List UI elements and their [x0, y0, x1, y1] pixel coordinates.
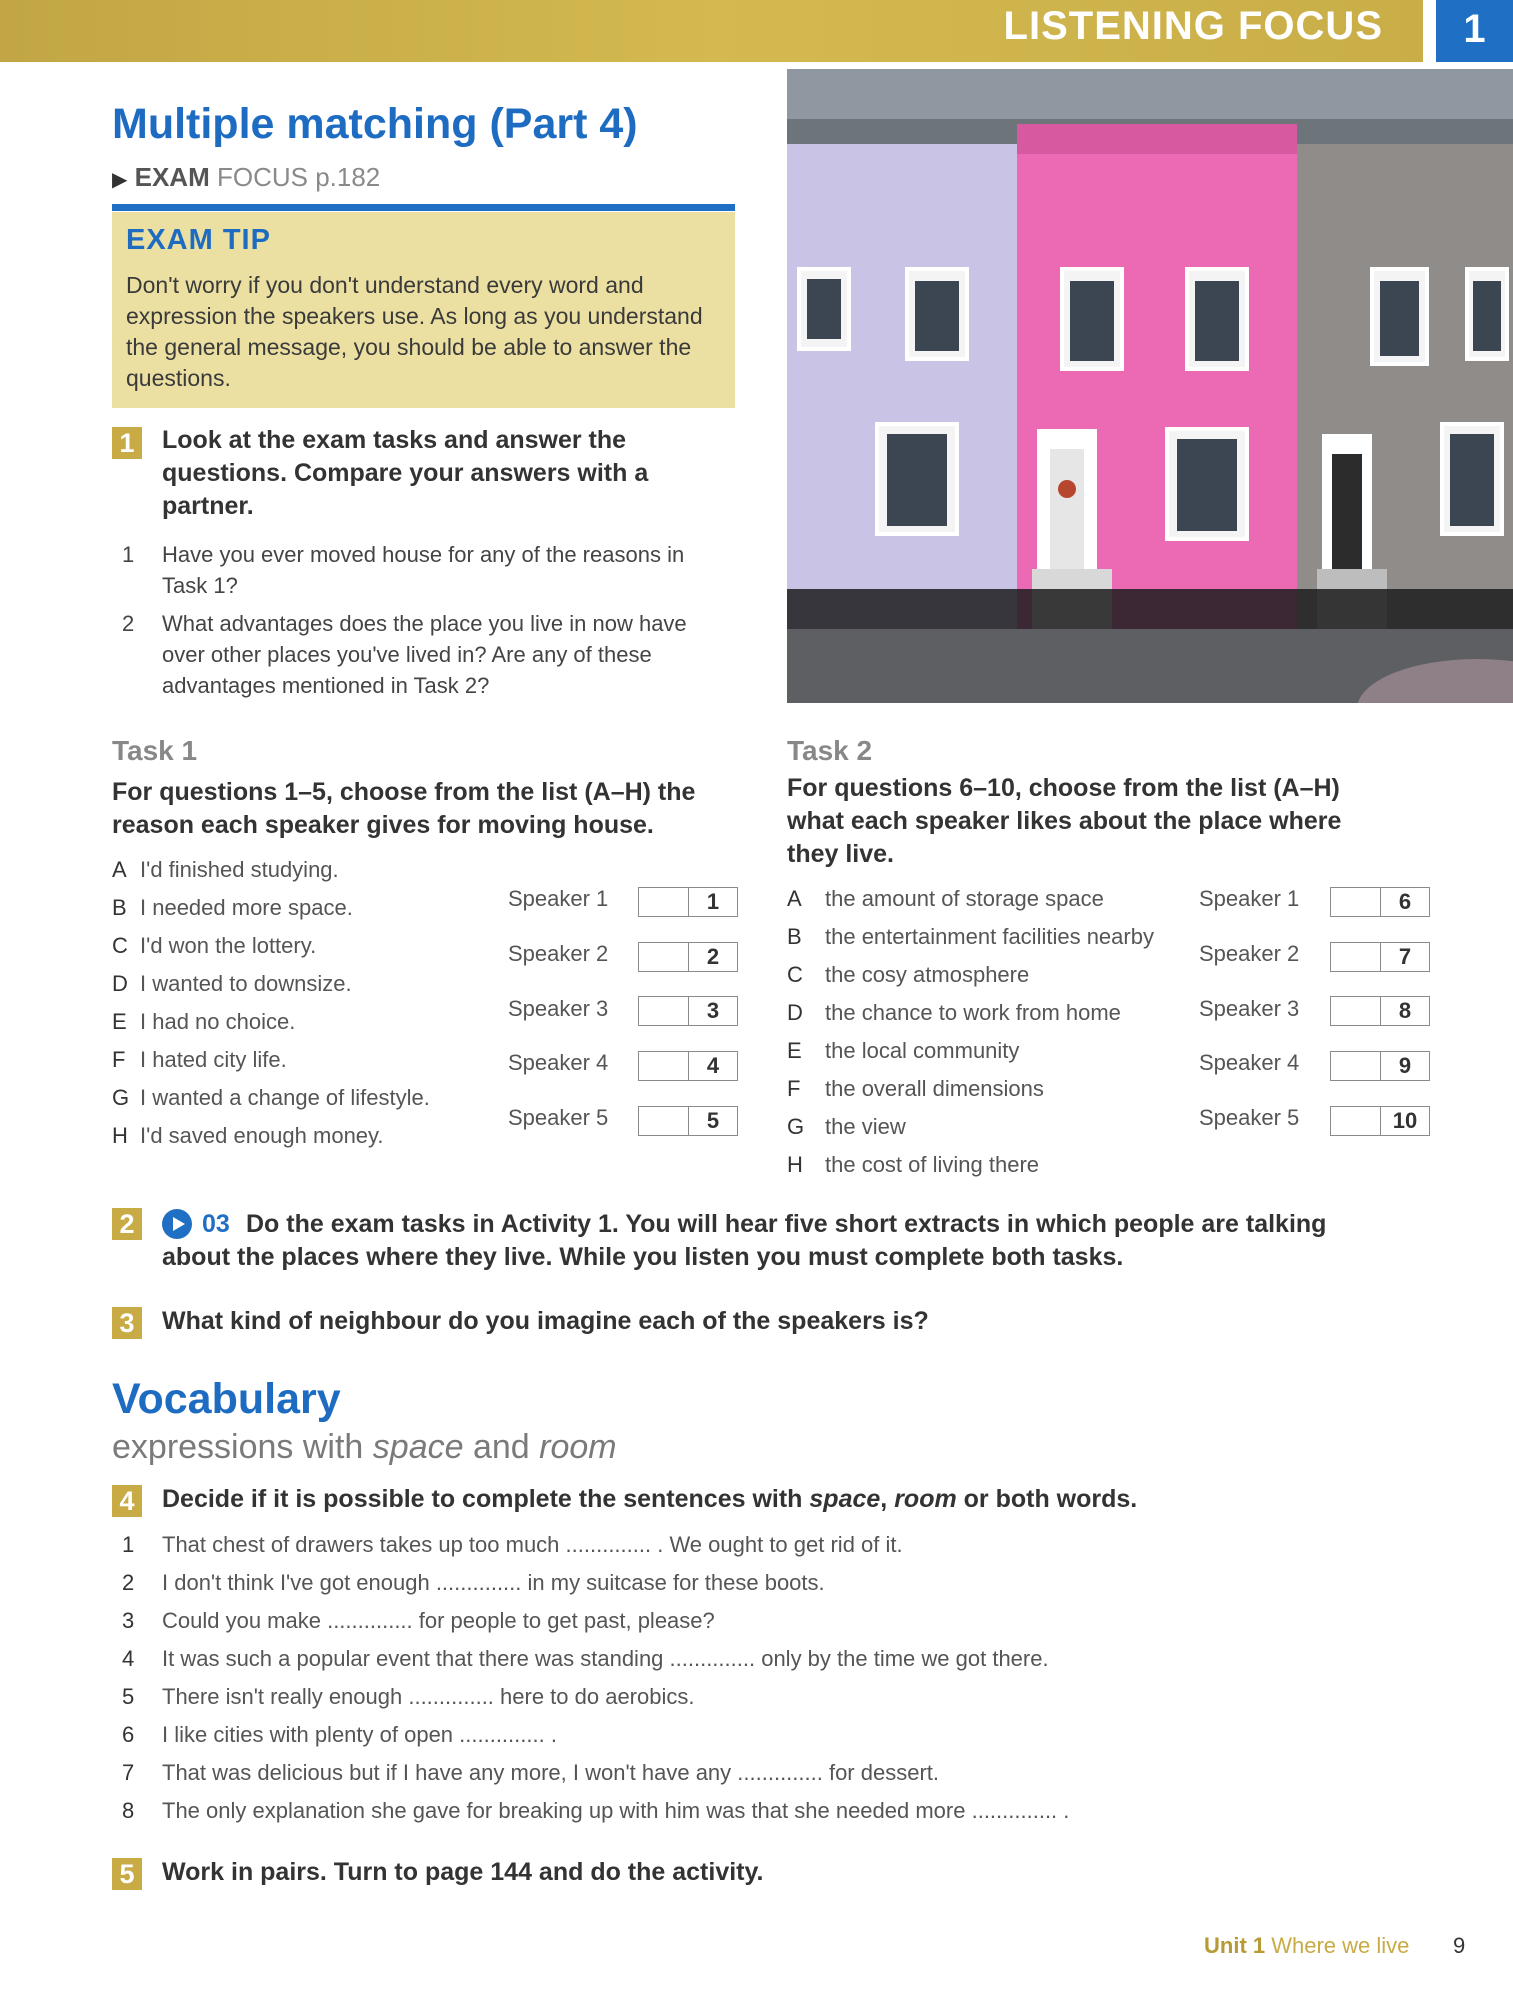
speaker-label: Speaker 1 [508, 886, 609, 911]
answer-box[interactable] [638, 996, 738, 1026]
option-text: I needed more space. [140, 895, 353, 920]
footer-unit-title: Where we live [1271, 1933, 1410, 1958]
sentence-text: I like cities with plenty of open .............. . [162, 1722, 557, 1747]
exam-tip-rule [112, 204, 735, 211]
speaker-label: Speaker 2 [1199, 941, 1300, 966]
list-item [787, 962, 1029, 988]
page-number: 9 [1453, 1933, 1466, 1958]
sentence-number: 7 [122, 1760, 135, 1785]
question-number: 4 [688, 1052, 737, 1080]
exam-focus-ref[interactable] [112, 162, 380, 193]
activity1-question: Have you ever moved house for any of the reasons in Task 1? [162, 542, 685, 598]
option-text: I hated city life. [140, 1047, 287, 1072]
option-text: the cosy atmosphere [825, 962, 1030, 987]
speaker-label: Speaker 1 [1199, 886, 1300, 911]
option-text: I wanted a change of lifestyle. [140, 1085, 430, 1110]
task1-heading: Task 1 [112, 735, 198, 766]
activity4-instruction [162, 1483, 1137, 1516]
instruction-word: space [809, 1485, 881, 1513]
activity-number-badge: 1 [112, 427, 142, 459]
list-item [122, 1646, 1049, 1672]
option-letter: H [112, 1123, 128, 1148]
option-text: the cost of living there [825, 1152, 1040, 1177]
option-text: the overall dimensions [825, 1076, 1044, 1101]
list-item [122, 1608, 715, 1634]
question-number: 2 [122, 611, 135, 636]
instruction-word: room [894, 1485, 957, 1513]
vocabulary-subheading [112, 1428, 617, 1467]
page-title: Multiple matching (Part 4) [112, 100, 638, 148]
unit-number-tab: 1 [1436, 0, 1513, 62]
terraced-houses-photo [787, 69, 1513, 703]
option-text: I'd finished studying. [140, 857, 339, 882]
list-item [787, 1038, 1019, 1064]
list-item [787, 1114, 906, 1140]
option-letter: F [112, 1047, 126, 1072]
question-number: 2 [688, 943, 737, 971]
answer-box[interactable] [1330, 942, 1430, 972]
option-letter: C [787, 962, 803, 987]
instruction-text: Decide if it is possible to complete the sentences with [162, 1485, 810, 1513]
option-letter: G [787, 1114, 805, 1139]
vocabulary-sub-word: room [539, 1428, 617, 1466]
list-item [122, 1798, 1069, 1824]
header-divider [1423, 0, 1431, 62]
option-letter: E [112, 1009, 127, 1034]
activity-number-badge: 4 [112, 1485, 142, 1517]
exam-tip-heading: EXAM TIP [126, 224, 271, 256]
audio-track-number: 03 [202, 1210, 230, 1238]
option-letter: G [112, 1085, 130, 1110]
list-item [112, 1047, 287, 1073]
speaker-label: Speaker 4 [1199, 1050, 1300, 1075]
activity-number-badge: 3 [112, 1307, 142, 1339]
question-number: 5 [688, 1107, 737, 1135]
question-number: 1 [688, 888, 737, 916]
list-item [787, 1076, 1044, 1102]
activity2-instruction: Do the exam tasks in Activity 1. You will hear five short extracts in which people are talking about the places where they live. While you listen you must complete both tasks. [162, 1210, 1327, 1271]
task1-instruction: For questions 1–5, choose from the list (A–H) the reason each speaker gives for moving house. [112, 778, 696, 839]
option-letter: F [787, 1076, 801, 1101]
sentence-number: 5 [122, 1684, 135, 1709]
list-item [787, 924, 1154, 950]
task2-instruction: For questions 6–10, choose from the list (A–H) what each speaker likes about the place where they live. [787, 774, 1342, 868]
vocabulary-sub-text: and [463, 1428, 540, 1466]
activity-number-badge: 2 [112, 1208, 142, 1240]
option-text: the local community [825, 1038, 1020, 1063]
question-number: 10 [1380, 1107, 1429, 1135]
speaker-label: Speaker 5 [1199, 1105, 1300, 1130]
activity5-instruction: Work in pairs. Turn to page 144 and do the activity. [162, 1858, 764, 1886]
list-item [112, 1123, 384, 1149]
sentence-text: That chest of drawers takes up too much .............. . We ought to get rid of it. [162, 1532, 903, 1557]
section-title: LISTENING FOCUS [1003, 4, 1383, 48]
speaker-label: Speaker 4 [508, 1050, 609, 1075]
option-text: the entertainment facilities nearby [825, 924, 1154, 949]
exam-tip-text: Don't worry if you don't understand every word and expression the speakers use. As long as you understand the general message, you should be able to answer the questions. [126, 272, 703, 391]
option-text: I'd won the lottery. [140, 933, 317, 958]
list-item [122, 1532, 903, 1558]
sentence-text: I don't think I've got enough .............. in my suitcase for these boots. [162, 1570, 825, 1595]
list-item [112, 857, 339, 883]
instruction-text: , [880, 1485, 895, 1513]
list-item [122, 1760, 939, 1786]
list-item [112, 971, 352, 997]
answer-box[interactable] [638, 1051, 738, 1081]
answer-box[interactable] [638, 942, 738, 972]
vocabulary-heading: Vocabulary [112, 1375, 341, 1423]
sentence-number: 6 [122, 1722, 135, 1747]
speaker-label: Speaker 3 [1199, 996, 1300, 1021]
option-letter: E [787, 1038, 802, 1063]
vocabulary-sub-word: space [372, 1428, 464, 1466]
sentence-text: It was such a popular event that there was standing .............. only by the time we got there. [162, 1646, 1049, 1671]
sentence-number: 3 [122, 1608, 135, 1633]
list-item [787, 886, 1104, 912]
option-letter: D [787, 1000, 803, 1025]
option-text: I'd saved enough money. [140, 1123, 384, 1148]
option-letter: A [112, 857, 127, 882]
sentence-number: 4 [122, 1646, 135, 1671]
speaker-label: Speaker 3 [508, 996, 609, 1021]
list-item [122, 1570, 825, 1596]
sentence-number: 8 [122, 1798, 135, 1823]
list-item [787, 1000, 1121, 1026]
list-item [112, 1085, 430, 1111]
option-letter: B [112, 895, 127, 920]
answer-box[interactable] [638, 1106, 738, 1136]
answer-box[interactable] [1330, 996, 1430, 1026]
option-text: I had no choice. [140, 1009, 296, 1034]
list-item [122, 1684, 694, 1710]
exam-focus-page: FOCUS p.182 [216, 162, 381, 192]
option-text: the chance to work from home [825, 1000, 1121, 1025]
sentence-number: 1 [122, 1532, 135, 1557]
activity3-instruction: What kind of neighbour do you imagine each of the speakers is? [162, 1307, 929, 1335]
list-item [112, 933, 316, 959]
instruction-text: or both words. [956, 1485, 1138, 1513]
footer-unit [1204, 1933, 1409, 1959]
sentence-text: There isn't really enough .............. here to do aerobics. [162, 1684, 695, 1709]
option-text: the view [825, 1114, 906, 1139]
answer-box[interactable] [1330, 1106, 1430, 1136]
list-item [112, 895, 353, 921]
exam-focus-label: EXAM [134, 162, 210, 192]
speaker-label: Speaker 2 [508, 941, 609, 966]
answer-box[interactable] [1330, 887, 1430, 917]
footer-unit-label: Unit 1 [1204, 1933, 1266, 1958]
option-letter: C [112, 933, 128, 958]
question-number: 9 [1380, 1052, 1429, 1080]
question-number: 6 [1380, 888, 1429, 916]
answer-box[interactable] [1330, 1051, 1430, 1081]
sentence-text: Could you make .............. for people to get past, please? [162, 1608, 715, 1633]
option-letter: A [787, 886, 802, 911]
sentence-text: The only explanation she gave for breaking up with him was that she needed more .............. . [162, 1798, 1070, 1823]
option-letter: B [787, 924, 802, 949]
question-number: 3 [688, 997, 737, 1025]
vocabulary-sub-text: expressions with [112, 1428, 373, 1466]
speaker-label: Speaker 5 [508, 1105, 609, 1130]
question-number: 7 [1380, 943, 1429, 971]
option-letter: D [112, 971, 128, 996]
sentence-number: 2 [122, 1570, 135, 1595]
task2-heading: Task 2 [787, 735, 873, 766]
question-number: 8 [1380, 997, 1429, 1025]
option-text: I wanted to downsize. [140, 971, 352, 996]
sentence-text: That was delicious but if I have any more, I won't have any .............. for dessert. [162, 1760, 940, 1785]
activity-number-badge: 5 [112, 1858, 142, 1890]
question-number: 1 [122, 542, 135, 567]
list-item [122, 1722, 557, 1748]
list-item [787, 1152, 1039, 1178]
play-triangle-icon: ▶ [112, 169, 128, 191]
list-item [112, 1009, 295, 1035]
activity1-instruction: Look at the exam tasks and answer the questions. Compare your answers with a partner. [162, 426, 649, 520]
option-letter: H [787, 1152, 803, 1177]
answer-box[interactable] [638, 887, 738, 917]
option-text: the amount of storage space [825, 886, 1104, 911]
activity1-question: What advantages does the place you live in now have over other places you've lived in? Are any of these advantages mentioned in Task 2? [162, 611, 687, 698]
